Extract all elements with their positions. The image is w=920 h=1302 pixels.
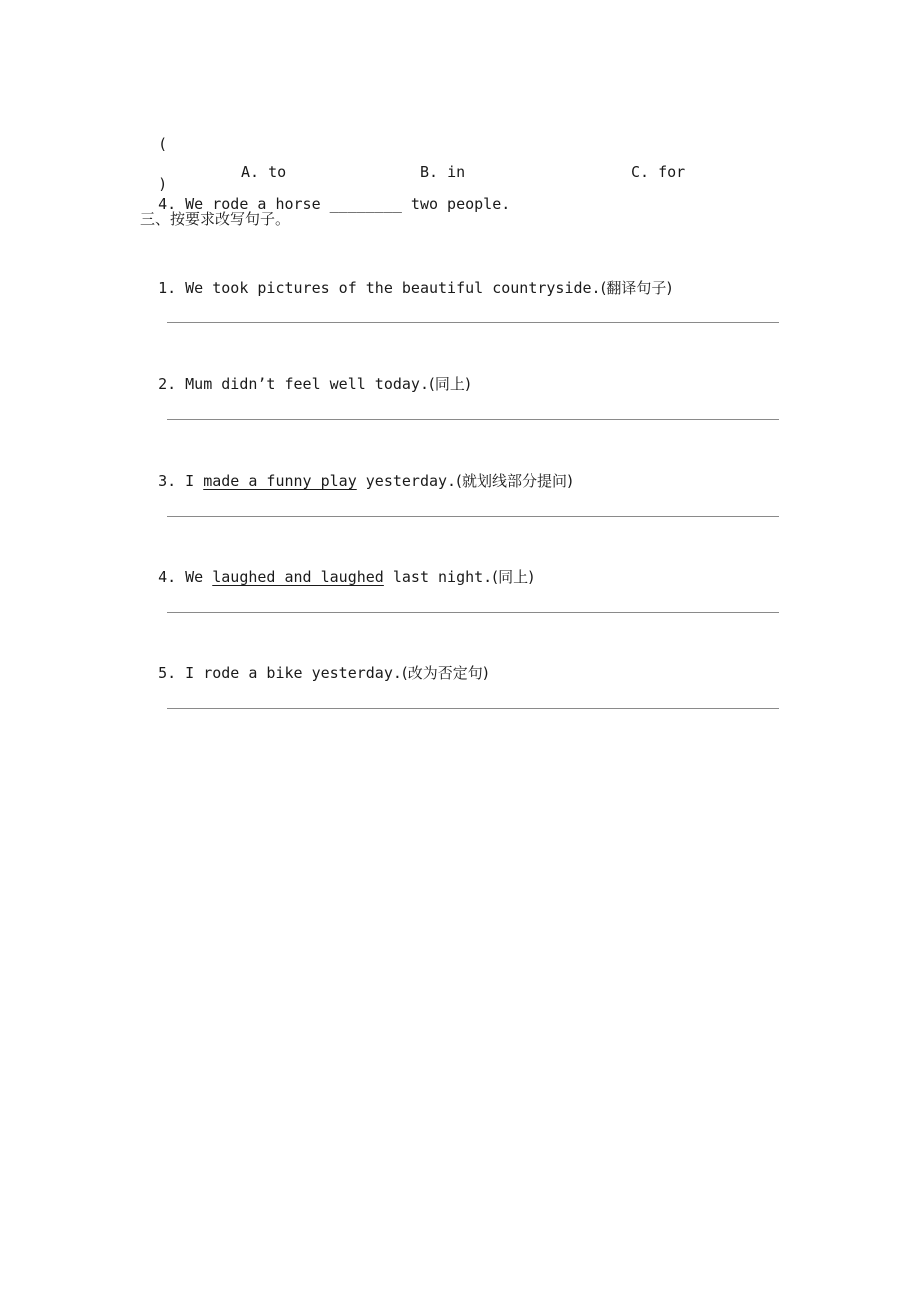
item-instruction: (就划线部分提问) xyxy=(456,472,573,490)
answer-line-5[interactable] xyxy=(167,708,779,709)
item-instruction: (同上) xyxy=(429,375,471,393)
rewrite-item-2 xyxy=(140,354,471,394)
rewrite-item-5 xyxy=(140,643,489,683)
rewrite-item-3 xyxy=(140,451,573,491)
option-c: C. for xyxy=(631,163,686,181)
item-text: 3. I xyxy=(158,472,204,490)
answer-paren-close: ) xyxy=(158,175,168,193)
option-a: A. to xyxy=(241,163,287,181)
option-b: B. in xyxy=(420,163,466,181)
item-text-suffix: last night. xyxy=(383,568,493,586)
underlined-phrase: laughed and laughed xyxy=(212,568,384,586)
rewrite-item-4 xyxy=(140,547,534,587)
answer-line-2[interactable] xyxy=(167,419,779,420)
item-text: 2. Mum didn’t feel well today. xyxy=(158,375,429,393)
answer-line-3[interactable] xyxy=(167,516,779,517)
item-text: 5. I rode a bike yesterday. xyxy=(158,664,402,682)
item-instruction: (改为否定句) xyxy=(401,664,489,682)
item-instruction: (翻译句子) xyxy=(600,279,673,297)
rewrite-item-1 xyxy=(140,258,672,298)
item-text: 4. We xyxy=(158,568,213,586)
section-heading: 三、按要求改写句子。 xyxy=(140,210,291,228)
q4-text: 4. We rode a horse ________ two people. xyxy=(158,195,511,213)
answer-line-4[interactable] xyxy=(167,612,779,613)
answer-line-1[interactable] xyxy=(167,322,779,323)
item-text: 1. We took pictures of the beautiful countryside. xyxy=(158,279,601,297)
item-text-suffix: yesterday. xyxy=(356,472,457,490)
item-instruction: (同上) xyxy=(492,568,534,586)
answer-paren-open: ( xyxy=(158,135,168,153)
underlined-phrase: made a funny play xyxy=(203,472,357,490)
